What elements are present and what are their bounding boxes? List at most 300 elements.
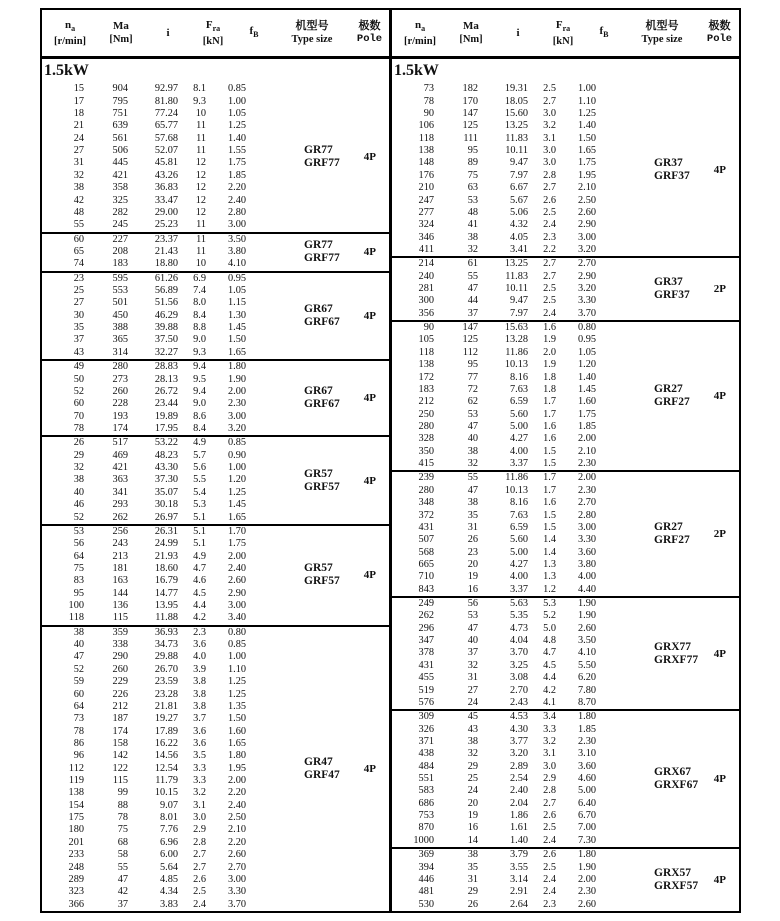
type-size-line: GR47 xyxy=(304,755,333,768)
torque-ma-cell: 78 xyxy=(117,812,128,824)
ratio-i-cell: 3.55 xyxy=(509,861,528,873)
torque-ma-cell: 111 xyxy=(463,132,478,144)
type-size-line: GRF47 xyxy=(304,768,340,781)
ratio-i-cell: 4.00 xyxy=(509,571,528,583)
torque-ma-cell: 147 xyxy=(462,322,478,334)
speed-na-cell: 50 xyxy=(73,373,84,385)
torque-ma-cell: 365 xyxy=(112,334,128,346)
table-row xyxy=(392,120,632,132)
service-factor-fb-cell: 3.70 xyxy=(577,307,596,319)
torque-ma-cell: 115 xyxy=(112,612,128,624)
radial-force-fra-cell: 2.6 xyxy=(543,194,556,206)
torque-ma-cell: 35 xyxy=(467,861,478,873)
table-row xyxy=(42,862,282,874)
ratio-i-cell: 3.37 xyxy=(509,458,528,470)
ratio-i-cell: 2.70 xyxy=(509,684,528,696)
table-row xyxy=(42,800,282,812)
radial-force-fra-cell: 1.5 xyxy=(543,458,556,470)
radial-force-fra-cell: 8.0 xyxy=(193,297,206,309)
radial-force-fra-cell: 2.4 xyxy=(543,307,556,319)
ratio-i-cell: 7.97 xyxy=(509,307,528,319)
torque-ma-cell: 47 xyxy=(467,420,478,432)
radial-force-fra-cell: 11 xyxy=(196,145,206,157)
radial-force-fra-cell: 2.5 xyxy=(543,206,556,218)
speed-na-cell: 289 xyxy=(68,873,84,885)
torque-ma-cell: 193 xyxy=(112,410,128,422)
service-factor-fb-cell: 6.70 xyxy=(577,810,596,822)
service-factor-fb-cell: 1.85 xyxy=(577,420,596,432)
ratio-i-cell: 6.96 xyxy=(159,836,178,848)
radial-force-fra-cell: 2.4 xyxy=(543,873,556,885)
radial-force-fra-cell: 5.2 xyxy=(543,610,556,622)
torque-ma-cell: 75 xyxy=(117,824,128,836)
torque-ma-cell: 40 xyxy=(467,433,478,445)
torque-ma-cell: 174 xyxy=(112,422,128,434)
ratio-i-cell: 34.73 xyxy=(154,639,178,651)
torque-ma-cell: 213 xyxy=(112,550,128,562)
type-size-line: GRF67 xyxy=(304,315,340,328)
table-panel-right xyxy=(392,10,739,911)
speed-na-cell: 60 xyxy=(73,398,84,410)
table-row xyxy=(392,170,632,182)
radial-force-fra-cell: 5.7 xyxy=(193,449,206,461)
radial-force-fra-cell: 3.1 xyxy=(543,132,556,144)
table-row xyxy=(392,372,632,384)
table-row xyxy=(392,283,632,295)
speed-na-cell: 394 xyxy=(418,861,434,873)
radial-force-fra-cell: 2.4 xyxy=(543,219,556,231)
ratio-i-cell: 39.88 xyxy=(154,322,178,334)
table-row xyxy=(42,120,282,132)
torque-ma-cell: 280 xyxy=(112,361,128,373)
service-factor-fb-cell: 0.95 xyxy=(577,334,596,346)
table-row xyxy=(42,170,282,182)
ratio-i-cell: 61.26 xyxy=(154,272,178,284)
speed-na-cell: 105 xyxy=(418,334,434,346)
header-type-size: 机型号 Type size xyxy=(641,20,683,46)
torque-ma-cell: 89 xyxy=(467,157,478,169)
service-factor-fb-cell: 1.15 xyxy=(227,297,246,309)
type-size-label xyxy=(304,239,340,265)
table-row xyxy=(392,295,632,307)
ratio-i-cell: 2.64 xyxy=(509,898,528,910)
speed-na-cell: 233 xyxy=(68,849,84,861)
radial-force-fra-cell: 9.5 xyxy=(193,373,206,385)
speed-na-cell: 551 xyxy=(418,773,434,785)
service-factor-fb-cell: 3.60 xyxy=(577,760,596,772)
service-factor-fb-cell: 3.00 xyxy=(227,410,246,422)
pole-label: 4P xyxy=(713,163,726,176)
group-labels xyxy=(632,258,739,320)
ratio-i-cell: 52.07 xyxy=(154,145,178,157)
ratio-i-cell: 2.89 xyxy=(509,760,528,772)
torque-ma-cell: 45 xyxy=(467,711,478,723)
ratio-i-cell: 2.40 xyxy=(509,785,528,797)
torque-ma-cell: 53 xyxy=(467,194,478,206)
ratio-i-cell: 10.15 xyxy=(154,787,178,799)
ratio-i-cell: 26.97 xyxy=(154,511,178,523)
speed-na-cell: 239 xyxy=(418,472,434,484)
type-size-line: GRX77 xyxy=(654,640,692,653)
table-row xyxy=(42,450,282,462)
radial-force-fra-cell: 2.0 xyxy=(543,346,556,358)
speed-na-cell: 249 xyxy=(418,598,434,610)
speed-na-cell: 176 xyxy=(418,169,434,181)
radial-force-fra-cell: 4.5 xyxy=(193,587,206,599)
table-row xyxy=(392,409,632,421)
radial-force-fra-cell: 1.6 xyxy=(543,497,556,509)
torque-ma-cell: 115 xyxy=(112,775,128,787)
table-row xyxy=(392,396,632,408)
type-size-label xyxy=(304,144,340,170)
radial-force-fra-cell: 3.8 xyxy=(193,700,206,712)
table-row xyxy=(392,232,632,244)
pole-label: 4P xyxy=(713,773,726,786)
service-factor-fb-cell: 2.70 xyxy=(577,258,596,270)
speed-na-cell: 112 xyxy=(68,762,84,774)
radial-force-fra-cell: 1.6 xyxy=(543,420,556,432)
service-factor-fb-cell: 2.00 xyxy=(227,775,246,787)
torque-ma-cell: 38 xyxy=(467,497,478,509)
speed-na-cell: 519 xyxy=(418,684,434,696)
table-row xyxy=(42,182,282,194)
table-row xyxy=(392,96,632,108)
speed-na-cell: 52 xyxy=(73,511,84,523)
speed-na-cell: 42 xyxy=(73,194,84,206)
torque-ma-cell: 256 xyxy=(112,525,128,537)
group-labels xyxy=(632,711,739,847)
service-factor-fb-cell: 5.00 xyxy=(577,785,596,797)
radial-force-fra-cell: 3.3 xyxy=(193,775,206,787)
radial-force-fra-cell: 3.1 xyxy=(193,799,206,811)
radial-force-fra-cell: 2.3 xyxy=(543,231,556,243)
ratio-i-cell: 45.81 xyxy=(154,157,178,169)
speed-na-cell: 347 xyxy=(418,635,434,647)
service-factor-fb-cell: 4.10 xyxy=(577,647,596,659)
table-row xyxy=(42,398,282,410)
radial-force-fra-cell: 3.0 xyxy=(543,145,556,157)
torque-ma-cell: 29 xyxy=(467,760,478,772)
ratio-i-cell: 4.27 xyxy=(509,558,528,570)
service-factor-fb-cell: 2.60 xyxy=(577,206,596,218)
radial-force-fra-cell: 3.6 xyxy=(193,737,206,749)
service-factor-fb-cell: 0.80 xyxy=(227,626,246,638)
ratio-i-cell: 15.60 xyxy=(504,108,528,119)
table-group xyxy=(392,83,739,256)
service-factor-fb-cell: 2.60 xyxy=(227,575,246,587)
radial-force-fra-cell: 3.6 xyxy=(193,639,206,651)
table-header-right xyxy=(392,10,739,59)
speed-na-cell: 415 xyxy=(418,458,434,470)
table-row xyxy=(392,322,632,334)
torque-ma-cell: 32 xyxy=(467,748,478,760)
table-row xyxy=(392,899,632,911)
torque-ma-cell: 260 xyxy=(112,385,128,397)
service-factor-fb-cell: 0.85 xyxy=(227,437,246,449)
table-row xyxy=(392,497,632,509)
speed-na-cell: 248 xyxy=(68,861,84,873)
ratio-i-cell: 14.77 xyxy=(154,587,178,599)
torque-ma-cell: 75 xyxy=(467,169,478,181)
service-factor-fb-cell: 1.60 xyxy=(577,396,596,408)
group-rows xyxy=(392,258,632,320)
torque-ma-cell: 506 xyxy=(112,145,128,157)
ratio-i-cell: 29.88 xyxy=(154,651,178,663)
table-row xyxy=(392,308,632,320)
speed-na-cell: 32 xyxy=(73,169,84,181)
type-size-line: GR37 xyxy=(654,156,683,169)
table-group xyxy=(42,83,389,231)
table-row xyxy=(392,584,632,596)
ratio-i-cell: 11.79 xyxy=(155,775,178,787)
group-labels xyxy=(632,322,739,470)
group-rows xyxy=(392,598,632,709)
torque-ma-cell: 56 xyxy=(467,598,478,610)
speed-na-cell: 37 xyxy=(73,334,84,346)
table-row xyxy=(42,874,282,886)
speed-na-cell: 29 xyxy=(73,449,84,461)
speed-na-cell: 38 xyxy=(73,474,84,486)
torque-ma-cell: 904 xyxy=(112,83,128,95)
speed-na-cell: 296 xyxy=(418,622,434,634)
service-factor-fb-cell: 1.65 xyxy=(227,346,246,358)
torque-ma-cell: 243 xyxy=(112,538,128,550)
radial-force-fra-cell: 1.5 xyxy=(543,521,556,533)
speed-na-cell: 138 xyxy=(418,145,434,157)
torque-ma-cell: 23 xyxy=(467,546,478,558)
service-factor-fb-cell: 1.05 xyxy=(227,285,246,297)
speed-na-cell: 323 xyxy=(68,886,84,898)
ratio-i-cell: 26.31 xyxy=(154,525,178,537)
torque-ma-cell: 445 xyxy=(112,157,128,169)
table-row xyxy=(392,384,632,396)
group-rows xyxy=(392,472,632,596)
table-row xyxy=(42,899,282,911)
torque-ma-cell: 174 xyxy=(112,725,128,737)
table-row xyxy=(42,689,282,701)
service-factor-fb-cell: 1.90 xyxy=(577,861,596,873)
radial-force-fra-cell: 1.6 xyxy=(543,322,556,334)
table-row xyxy=(42,322,282,334)
speed-na-cell: 21 xyxy=(73,120,84,132)
torque-ma-cell: 47 xyxy=(117,873,128,885)
type-size-line: GRXF77 xyxy=(654,653,699,666)
service-factor-fb-cell: 1.10 xyxy=(227,663,246,675)
speed-na-cell: 262 xyxy=(418,610,434,622)
radial-force-fra-cell: 11 xyxy=(196,219,206,231)
table-row xyxy=(42,612,282,624)
speed-na-cell: 686 xyxy=(418,797,434,809)
service-factor-fb-cell: 3.00 xyxy=(227,873,246,885)
table-row xyxy=(392,610,632,622)
service-factor-fb-cell: 2.80 xyxy=(227,206,246,218)
torque-ma-cell: 55 xyxy=(467,472,478,484)
service-factor-fb-cell: 3.20 xyxy=(577,243,596,255)
service-factor-fb-cell: 2.90 xyxy=(577,219,596,231)
table-row xyxy=(392,761,632,773)
ratio-i-cell: 11.88 xyxy=(155,612,178,624)
radial-force-fra-cell: 9.0 xyxy=(193,398,206,410)
group-rows xyxy=(42,627,282,911)
ratio-i-cell: 3.79 xyxy=(509,849,528,861)
torque-ma-cell: 182 xyxy=(462,83,478,95)
ratio-i-cell: 5.67 xyxy=(509,194,528,206)
service-factor-fb-cell: 1.00 xyxy=(227,95,246,107)
table-row xyxy=(42,258,282,270)
torque-ma-cell: 31 xyxy=(467,521,478,533)
speed-na-cell: 346 xyxy=(418,231,434,243)
table-row xyxy=(42,207,282,219)
torque-ma-cell: 122 xyxy=(112,762,128,774)
torque-ma-cell: 501 xyxy=(112,297,128,309)
radial-force-fra-cell: 7.4 xyxy=(193,285,206,297)
ratio-i-cell: 11.86 xyxy=(505,346,528,358)
radial-force-fra-cell: 3.3 xyxy=(193,762,206,774)
torque-ma-cell: 19 xyxy=(467,571,478,583)
ratio-i-cell: 53.22 xyxy=(154,437,178,449)
table-row xyxy=(392,271,632,283)
table-group xyxy=(392,256,739,320)
radial-force-fra-cell: 1.3 xyxy=(543,571,556,583)
torque-ma-cell: 20 xyxy=(467,797,478,809)
table-row xyxy=(392,347,632,359)
torque-ma-cell: 38 xyxy=(467,735,478,747)
radial-force-fra-cell: 3.1 xyxy=(543,748,556,760)
ratio-i-cell: 6.59 xyxy=(509,396,528,408)
torque-ma-cell: 37 xyxy=(117,898,128,910)
torque-ma-cell: 226 xyxy=(112,688,128,700)
ratio-i-cell: 3.77 xyxy=(509,735,528,747)
table-row xyxy=(42,575,282,587)
speed-na-cell: 78 xyxy=(423,95,434,107)
service-factor-fb-cell: 7.80 xyxy=(577,684,596,696)
ratio-i-cell: 10.13 xyxy=(504,359,528,371)
service-factor-fb-cell: 1.80 xyxy=(227,361,246,373)
table-row xyxy=(42,285,282,297)
type-size-line: GRF77 xyxy=(304,252,340,265)
ratio-i-cell: 92.97 xyxy=(154,83,178,95)
radial-force-fra-cell: 2.3 xyxy=(193,626,206,638)
radial-force-fra-cell: 2.7 xyxy=(193,849,206,861)
ratio-i-cell: 5.00 xyxy=(509,420,528,432)
ratio-i-cell: 18.05 xyxy=(504,95,528,107)
table-row xyxy=(42,639,282,651)
service-factor-fb-cell: 2.90 xyxy=(227,587,246,599)
ratio-i-cell: 11.83 xyxy=(505,132,528,144)
torque-ma-cell: 32 xyxy=(467,659,478,671)
speed-na-cell: 15 xyxy=(73,83,84,95)
ratio-i-cell: 5.60 xyxy=(509,534,528,546)
service-factor-fb-cell: 3.50 xyxy=(227,233,246,245)
table-row xyxy=(392,258,632,270)
service-factor-fb-cell: 1.25 xyxy=(577,108,596,119)
ratio-i-cell: 3.70 xyxy=(509,647,528,659)
speed-na-cell: 100 xyxy=(68,600,84,612)
service-factor-fb-cell: 7.30 xyxy=(577,834,596,846)
table-group xyxy=(42,625,389,911)
table-row xyxy=(42,374,282,386)
radial-force-fra-cell: 9.0 xyxy=(193,334,206,346)
radial-force-fra-cell: 9.4 xyxy=(193,361,206,373)
type-size-line: GR27 xyxy=(654,521,683,534)
radial-force-fra-cell: 2.7 xyxy=(543,797,556,809)
torque-ma-cell: 47 xyxy=(467,283,478,295)
service-factor-fb-cell: 2.10 xyxy=(577,182,596,194)
table-row xyxy=(42,347,282,359)
table-row xyxy=(392,748,632,760)
ratio-i-cell: 23.37 xyxy=(154,233,178,245)
table-row xyxy=(392,145,632,157)
service-factor-fb-cell: 2.30 xyxy=(227,398,246,410)
torque-ma-cell: 29 xyxy=(467,886,478,898)
ratio-i-cell: 51.56 xyxy=(154,297,178,309)
torque-ma-cell: 47 xyxy=(467,622,478,634)
service-factor-fb-cell: 1.45 xyxy=(577,383,596,395)
table-row xyxy=(42,462,282,474)
radial-force-fra-cell: 4.6 xyxy=(193,575,206,587)
radial-force-fra-cell: 12 xyxy=(195,157,206,169)
ratio-i-cell: 81.80 xyxy=(154,95,178,107)
radial-force-fra-cell: 2.5 xyxy=(543,822,556,834)
group-rows xyxy=(392,711,632,847)
table-row xyxy=(42,726,282,738)
service-factor-fb-cell: 4.00 xyxy=(577,571,596,583)
ratio-i-cell: 16.79 xyxy=(154,575,178,587)
speed-na-cell: 83 xyxy=(73,575,84,587)
pole-label: 4P xyxy=(363,392,376,405)
radial-force-fra-cell: 1.4 xyxy=(543,546,556,558)
ratio-i-cell: 18.60 xyxy=(154,562,178,574)
table-row xyxy=(392,711,632,723)
torque-ma-cell: 38 xyxy=(467,445,478,457)
table-row xyxy=(392,736,632,748)
ratio-i-cell: 3.20 xyxy=(509,748,528,760)
speed-na-cell: 38 xyxy=(73,626,84,638)
table-row xyxy=(42,787,282,799)
table-row xyxy=(392,133,632,145)
service-factor-fb-cell: 3.30 xyxy=(577,534,596,546)
ratio-i-cell: 2.04 xyxy=(509,797,528,809)
radial-force-fra-cell: 2.7 xyxy=(543,95,556,107)
group-rows xyxy=(42,361,282,435)
service-factor-fb-cell: 2.00 xyxy=(577,433,596,445)
ratio-i-cell: 46.29 xyxy=(154,309,178,321)
torque-ma-cell: 421 xyxy=(112,462,128,474)
ratio-i-cell: 9.07 xyxy=(159,799,178,811)
service-factor-fb-cell: 2.40 xyxy=(227,194,246,206)
torque-ma-cell: 24 xyxy=(467,696,478,708)
torque-ma-cell: 469 xyxy=(112,449,128,461)
ratio-i-cell: 3.41 xyxy=(509,243,528,255)
radial-force-fra-cell: 3.4 xyxy=(543,711,556,723)
service-factor-fb-cell: 1.75 xyxy=(227,157,246,169)
speed-na-cell: 201 xyxy=(68,836,84,848)
radial-force-fra-cell: 2.5 xyxy=(543,83,556,95)
radial-force-fra-cell: 5.3 xyxy=(193,499,206,511)
torque-ma-cell: 99 xyxy=(117,787,128,799)
radial-force-fra-cell: 4.4 xyxy=(193,600,206,612)
radial-force-fra-cell: 3.0 xyxy=(543,108,556,119)
table-row xyxy=(42,600,282,612)
type-size-label xyxy=(654,383,690,409)
table-row xyxy=(392,157,632,169)
speed-na-cell: 18 xyxy=(73,108,84,119)
speed-na-cell: 369 xyxy=(418,849,434,861)
radial-force-fra-cell: 1.9 xyxy=(543,334,556,346)
type-size-line: GRX67 xyxy=(654,766,692,779)
header-speed: $n_a$ [r/min] xyxy=(53,18,87,47)
speed-na-cell: 356 xyxy=(418,307,434,319)
